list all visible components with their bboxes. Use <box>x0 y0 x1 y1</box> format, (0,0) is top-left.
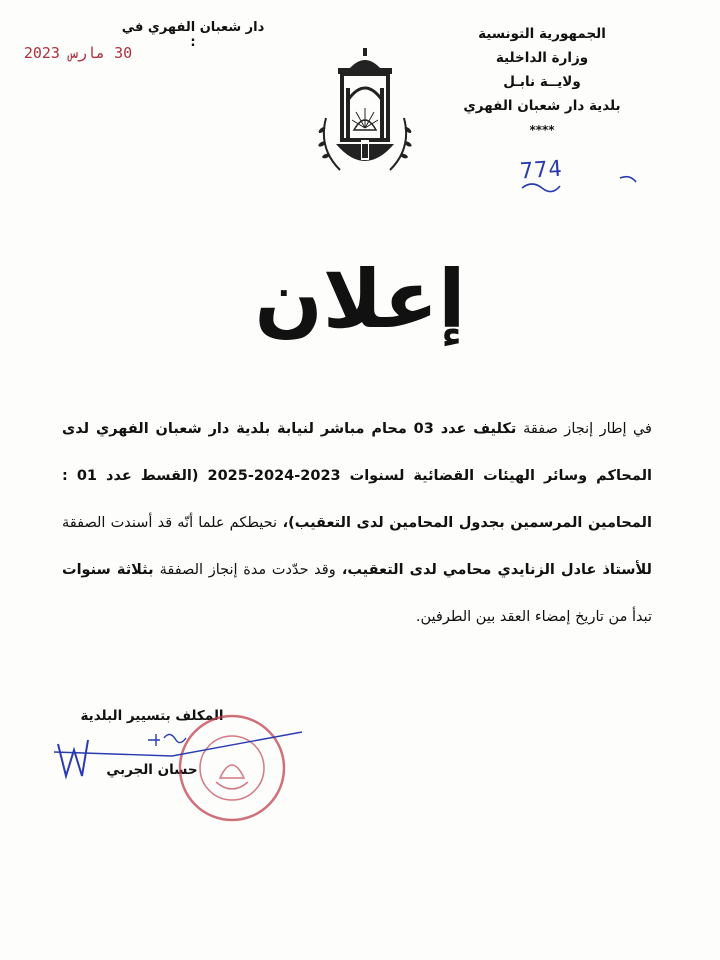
governorate-name: ولايــة نابـل <box>503 74 581 90</box>
reference-scribble <box>520 170 640 196</box>
signatory-name: حسان الجربي <box>106 762 198 778</box>
date-stamp: 30 مارس 2023 <box>23 44 133 62</box>
place-date-label: دار شعبان الفهري في : <box>121 20 265 50</box>
letterhead <box>442 22 642 142</box>
body-awardee: للأستاذ عادل الزنايدي محامي لدى التعقيب، <box>341 562 652 578</box>
municipality-name: بلدية دار شعبان الفهري <box>463 98 621 114</box>
ministry-name: وزارة الداخلية <box>495 50 589 66</box>
republic-name: الجمهورية التونسية <box>478 26 606 42</box>
body-duration-end: تبدأ من تاريخ إمضاء العقد بين الطرفين. <box>415 609 652 625</box>
body-intro: في إطار إنجاز صفقة <box>523 421 652 437</box>
reference-number: 774 <box>519 156 564 185</box>
body-contract-subject: تكليف عدد 03 محام مباشر لنيابة بلدية دار شعبان الفهري لدى المحاكم وسائر الهيئات القضائية لسنوات 2023-2024-2025 (القسط عدد 01 : المحامين المرسمين بجدول المحامين لدى التعقيب)، <box>62 421 652 531</box>
stars: **** <box>529 123 555 137</box>
announcement-title: إعلان <box>254 253 466 346</box>
municipal-emblem-icon <box>312 48 418 186</box>
body-award-intro: نحيطكم علما أنّه قد أسندت الصفقة <box>62 515 278 531</box>
signatory-role: المكلف بتسيير البلدية <box>80 708 224 724</box>
announcement-body <box>62 406 652 641</box>
body-duration-intro: وقد حدّدت مدة إنجاز الصفقة <box>159 562 336 578</box>
handwritten-signature <box>52 730 332 790</box>
body-duration: بثلاثة سنوات <box>62 562 154 578</box>
